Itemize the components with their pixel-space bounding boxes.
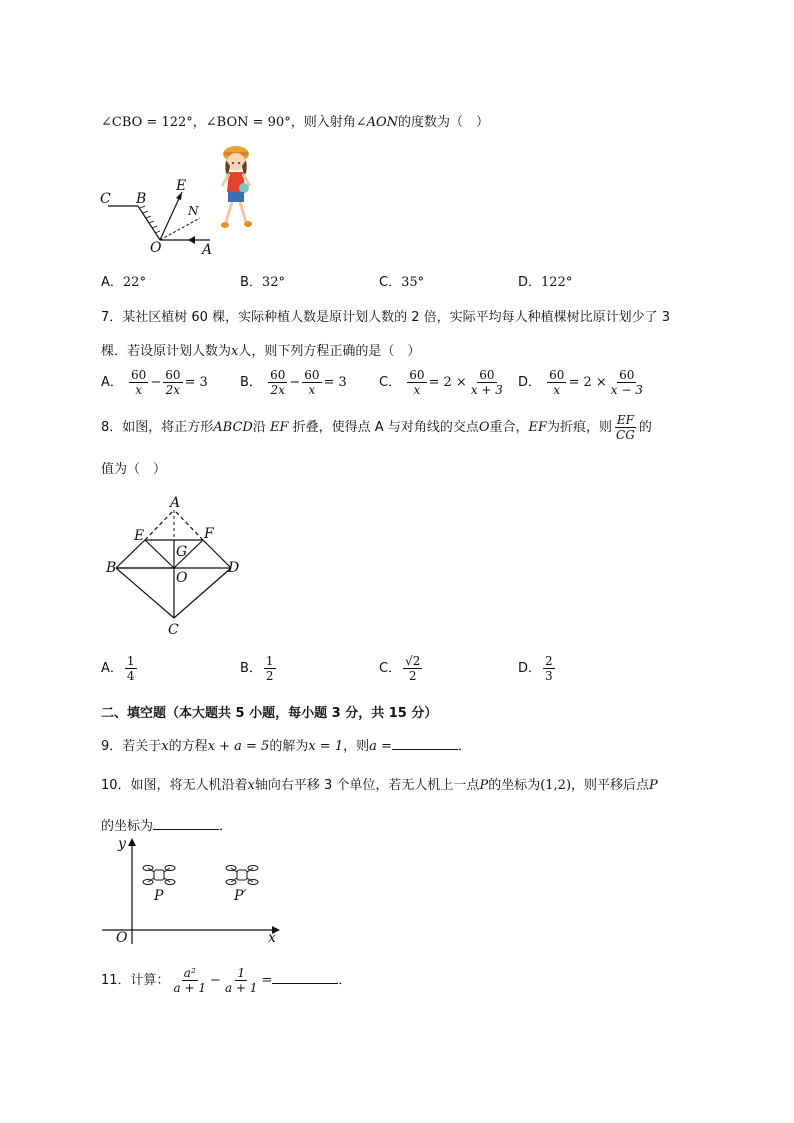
q9: 9．若关于x的方程x + a = 5的解为x = 1，则a = ． [101,739,471,754]
q8-option-c: C． $\frac{√2}{2}$ [379,654,421,683]
q8-label-c: C [168,622,179,638]
q8-label-f: F [204,526,214,542]
q6-option-c: C．35° [379,275,425,290]
q6-option-d: D．122° [518,275,573,290]
q6-label-c: C [100,191,111,207]
q10-label-y: y [118,836,126,852]
q11-answer-blank[interactable] [272,971,338,984]
section-heading-fill-in: 二、填空题（本大题共 5 小题，每小题 3 分，共 15 分） [101,706,438,721]
q10-answer-blank[interactable] [153,817,219,830]
q10-label-p: P [154,888,164,904]
q6-stem-tail: ，则入射角 [290,115,356,130]
q10-label-p-prime: P′ [234,888,247,904]
q7-option-c: C． $\frac{60}{x}$ = 2 × $\frac{60}{x + 3}$ [379,368,503,397]
q7-option-d: D． $\frac{60}{x}$ = 2 × $\frac{60}{x - 3}$ [518,368,643,397]
q8-label-e: E [134,528,145,544]
q10-label-x: x [268,930,276,946]
q8-option-d: D． $\frac{2}{3}$ [518,654,553,683]
q9-answer-blank[interactable] [392,737,458,750]
q6-mirror-figure [96,170,226,260]
q6-cond2: ∠BON = 90° [205,115,291,130]
q6-label-b: B [136,191,147,207]
q8-label-d: D [228,560,240,576]
q6-label-e: E [176,178,187,194]
q11: 11．计算： $\frac{\text{a²}}{a + 1}$ − $\frac{1}{a + 1}$ = ． [101,966,352,995]
q8-label-o: O [176,570,188,586]
q6-option-b: B．32° [240,275,285,290]
drone-p-icon [143,866,175,885]
q6-angle: ∠AON [355,115,399,130]
q8-label-g: G [176,544,188,560]
q7-option-b: B． $\frac{60}{2x}$ − $\frac{60}{x}$ = 3 [240,368,347,397]
q6-label-n: N [188,204,199,218]
q6-stem: ∠CBO = 122°，∠BON = 90°，则入射角∠AON的度数为（ ） [101,115,490,130]
q8-line1: 8．如图，将正方形ABCD沿 EF 折叠，使得点 A 与对角线的交点O重合，EF为折痕，则 $\frac{EF}{CG}$ 的 [101,413,652,442]
q6-label-o: O [150,240,162,256]
q10-line2: 的坐标为 ． [101,819,233,834]
q6-stem-end: 的度数为（ ） [398,115,490,130]
q10-label-o: O [116,930,128,946]
q6-option-a: A．22° [101,275,146,290]
q8-line2: 值为（ ） [101,462,167,477]
q6-cond1: ∠CBO = 122° [101,115,193,130]
drone-p-prime-icon [226,866,258,885]
q8-square-figure [104,496,254,642]
q8-label-b: B [106,560,117,576]
q10-line1: 10．如图，将无人机沿着x轴向右平移 3 个单位，若无人机上一点P的坐标为(1,2)，则平移后点P [101,778,658,793]
q6-label-a: A [202,242,213,258]
q7-line2: 棵．若设原计划人数为x人，则下列方程正确的是（ ） [101,344,421,359]
q7-line1: 7．某社区植树 60 棵，实际种植人数是原计划人数的 2 倍，实际平均每人种植棵树比原计划少了 3 [101,310,671,325]
q7-option-a: A． $\frac{60}{x}$ − $\frac{60}{2x}$ = 3 [101,368,208,397]
q8-option-a: A． $\frac{1}{4}$ [101,654,135,683]
girl-illustration [214,142,262,238]
q10-coordinate-figure [100,834,285,946]
q8-label-a: A [170,496,181,511]
q8-option-b: B． $\frac{1}{2}$ [240,654,274,683]
